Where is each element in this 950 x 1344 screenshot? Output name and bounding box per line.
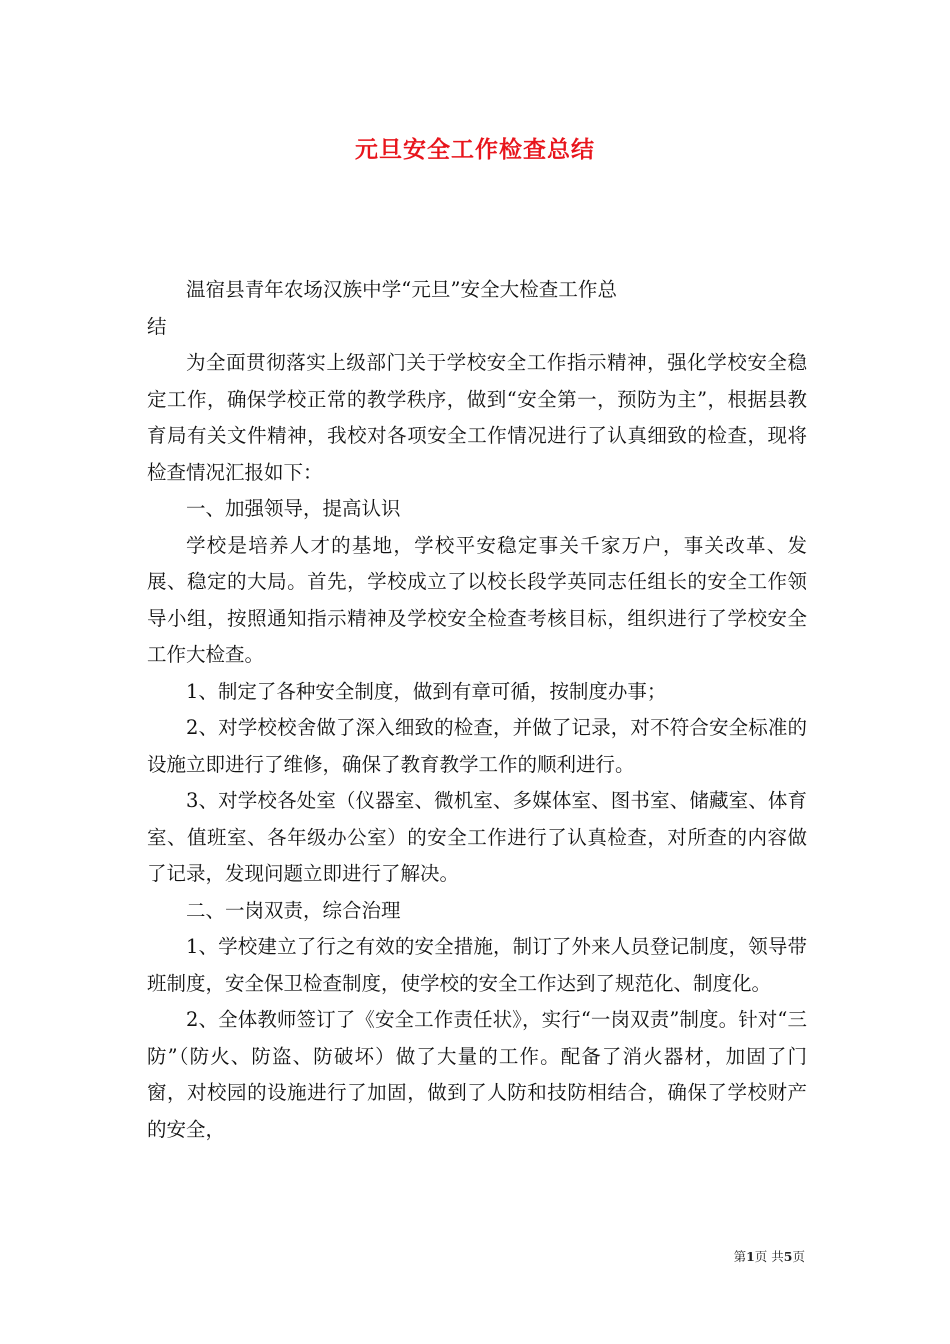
paragraph-subtitle: 温宿县青年农场汉族中学“元旦”安全大检查工作总结 <box>147 278 617 338</box>
document-title: 元旦安全工作检查总结 <box>355 136 595 163</box>
section-heading-1: 一、加强领导，提高认识 <box>186 497 401 520</box>
list-item-2-2: 2、全体教师签订了《安全工作责任状》，实行“一岗双责”制度。针对“三防”（防火、防盗、防破坏）做了大量的工作。配备了消火器材，加固了门窗，对校园的设施进行了加固，做到了人防和技防相结合，确保了学校财产的安全， <box>147 1008 807 1141</box>
list-item-1-3: 3、对学校各处室（仪器室、微机室、多媒体室、图书室、储藏室、体育室、值班室、各年级办公室）的安全工作进行了认真检查，对所查的内容做了记录，发现问题立即进行了解决。 <box>147 789 807 885</box>
paragraph-section-1: 学校是培养人才的基地，学校平安稳定事关千家万户，事关改革、发展、稳定的大局。首先，学校成立了以校长段学英同志任组长的安全工作领导小组，按照通知指示精神及学校安全检查考核目标，组织进行了学校安全工作大检查。 <box>147 533 807 666</box>
list-item-1-1: 1、制定了各种安全制度，做到有章可循，按制度办事； <box>186 679 667 703</box>
list-item-1-2: 2、对学校校舍做了深入细致的检查，并做了记录，对不符合安全标准的设施立即进行了维修，确保了教育教学工作的顺利进行。 <box>147 716 807 776</box>
section-heading-2: 二、一岗双责，综合治理 <box>186 898 401 922</box>
page-number-footer <box>734 1247 805 1265</box>
footer-suffix: 页 <box>792 1249 805 1264</box>
list-item-2-1: 1、学校建立了行之有效的安全措施，制订了外来人员登记制度，领导带班制度，安全保卫检查制度，使学校的安全工作达到了规范化、制度化。 <box>147 935 807 995</box>
document-body <box>147 272 807 1148</box>
footer-middle: 页 共 <box>754 1249 784 1264</box>
footer-current-page: 1 <box>746 1249 755 1264</box>
paragraph-intro: 为全面贯彻落实上级部门关于学校安全工作指示精神，强化学校安全稳定工作，确保学校正常的教学秩序，做到“安全第一，预防为主”，根据县教育局有关文件精神，我校对各项安全工作情况进行了认真细致的检查，现将检查情况汇报如下： <box>147 351 807 484</box>
footer-prefix: 第 <box>733 1249 747 1264</box>
footer-total-pages: 5 <box>783 1249 793 1264</box>
